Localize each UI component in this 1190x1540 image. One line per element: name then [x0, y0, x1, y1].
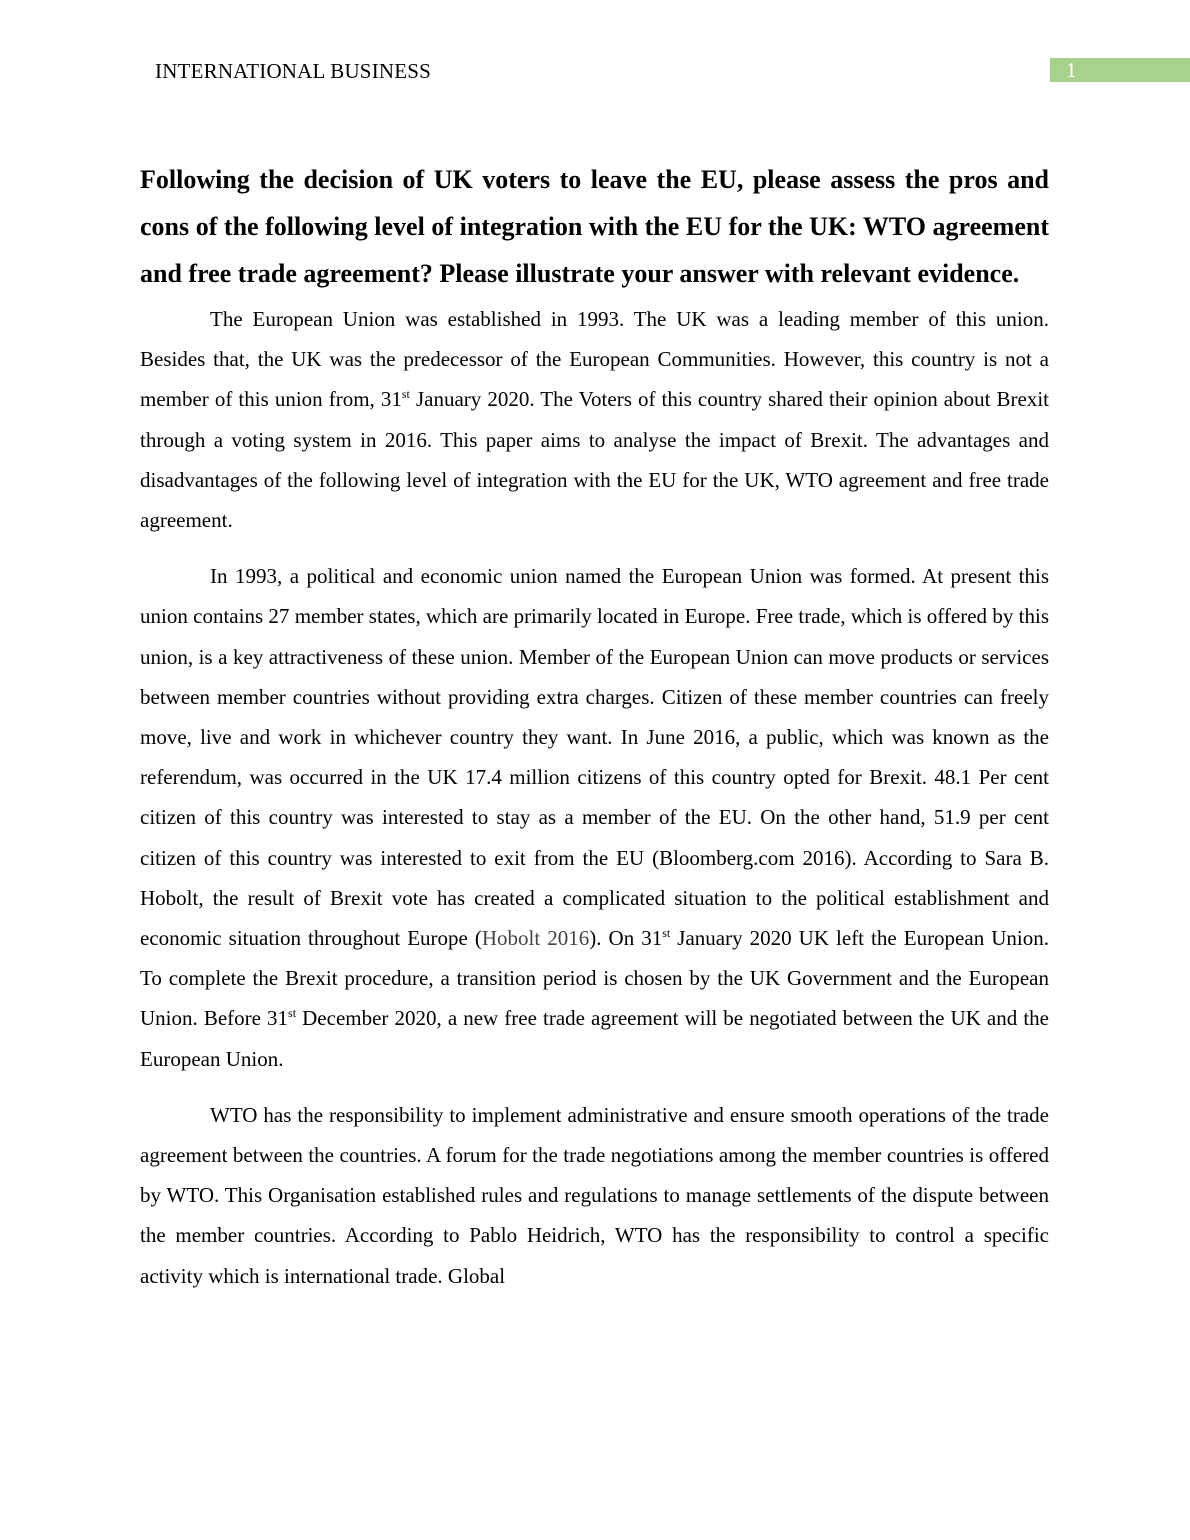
ordinal-superscript: st [401, 387, 410, 402]
paragraph-text: The European Union was established in 1993. The UK was a leading member of this union. Besides that, the UK was the predecessor of the European Communities. However, this country is not a member of this union from, 31 [140, 307, 1049, 412]
ordinal-superscript: st [662, 926, 671, 941]
paragraph-text: December 2020, a new free trade agreement will be negotiated between the UK and the European Union. [140, 1006, 1049, 1071]
page-number-badge: 1 [1050, 58, 1190, 82]
ordinal-superscript: st [288, 1006, 297, 1021]
document-body [140, 156, 1049, 1312]
paragraph-text: January 2020. The Voters of this country shared their opinion about Brexit through a voting system in 2016. This paper aims to analyse the impact of Brexit. The advantages and disadvantages of the following level of integration with the EU for the UK, WTO agreement and free trade agreement. [140, 387, 1049, 533]
paragraph-eu-background [140, 556, 1049, 1079]
running-header-title: INTERNATIONAL BUSINESS [155, 59, 432, 83]
paragraph-introduction [140, 299, 1049, 540]
essay-question-heading: Following the decision of UK voters to leave the EU, please assess the pros and cons of the following level of integration with the EU for the UK: WTO agreement and free trade agreement? Please illustrate your answer with relevant evidence. [140, 165, 1049, 288]
paragraph-text: ). On 31 [589, 926, 663, 951]
citation-hobolt: Hobolt 2016 [481, 926, 590, 951]
paragraph-text: In 1993, a political and economic union named the European Union was formed. At present this union contains 27 member states, which are primarily located in Europe. Free trade, which is offered by this union, is a key attractiveness of these union. Member of the European Union can move products or services between member countries without providing extra charges. Citizen of these member countries can freely move, live and work in whichever country they want. In June 2016, a public, which was known as the referendum, was occurred in the UK 17.4 million citizens of this country opted for Brexit. 48.1 Per cent citizen of this country was interested to stay as a member of the EU. On the other hand, 51.9 per cent citizen of this country was interested to exit from the EU (Bloomberg.com 2016). According to Sara B. Hobolt, the result of Brexit vote has created a complicated situation to the political establishment and economic situation throughout Europe ( [140, 564, 1049, 951]
paragraph-wto: WTO has the responsibility to implement administrative and ensure smooth operations of the trade agreement between the countries. A forum for the trade negotiations among the member countries is offered by WTO. This Organisation established rules and regulations to manage settlements of the dispute between the member countries. According to Pablo Heidrich, WTO has the responsibility to control a specific activity which is international trade. Global [140, 1102, 1049, 1288]
paragraph-text: January 2020 UK left the European Union. To complete the Brexit procedure, a transition period is chosen by the UK Government and the European Union. Before 31 [140, 926, 1049, 1031]
